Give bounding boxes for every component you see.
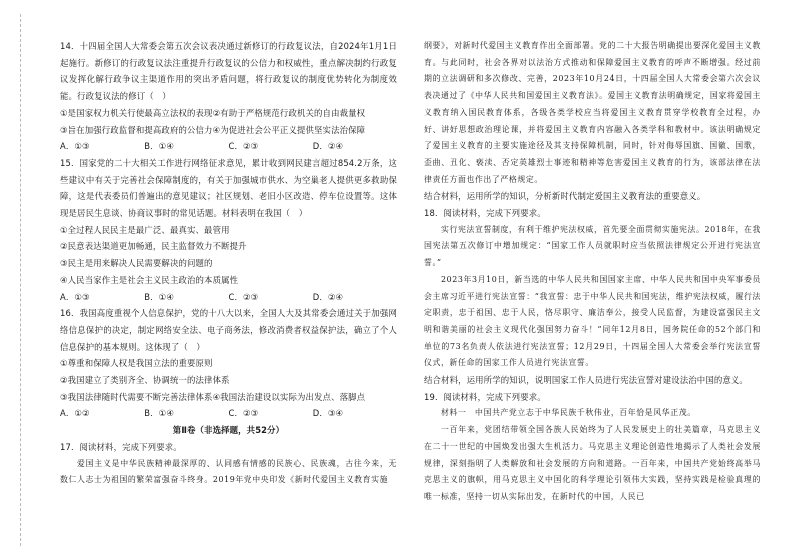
q15-option-4: ④人民当家作主是社会主义民主政治的本质属性 — [60, 274, 239, 285]
q15-choice-c[interactable]: C．②③ — [228, 291, 259, 302]
q18-material-1: 实行宪法宣誓制度，有利于维护宪法权威，首先要全面贯彻实施宪法。2018年，在我国宪法第五次修订中增加规定：“国家工作人员就职时应当依照法律规定公开进行宪法宣誓。” — [424, 224, 761, 268]
q14-options-row2: ③旨在加强行政监督和提高政府的公信力④为促进社会公平正义提供坚实法治保障 — [60, 124, 366, 135]
q15-option-2: ②民意表达渠道更加畅通，民主监督效力不断提升 — [60, 241, 247, 252]
q15-option-1: ①全过程人民民主是最广泛、最真实、最管用 — [60, 224, 230, 235]
q14-options-row1: ①是国家权力机关行使最高立法权的表现②有助于严格规范行政机关的自由裁量权 — [60, 107, 366, 118]
q14-choices — [60, 138, 397, 155]
q18-title: 18．阅读材料，完成下列要求。 — [424, 208, 546, 219]
q19-title: 19．阅读材料，完成下列要求。 — [424, 391, 546, 402]
q17-task: 结合材料，运用所学的知识，分析新时代制定爱国主义教育法的重要意义。 — [424, 191, 706, 202]
q15-choices — [60, 289, 397, 306]
q15-choice-a[interactable]: A．①③ — [60, 291, 90, 302]
binding-margin-line — [20, 14, 21, 546]
q16-choice-c[interactable]: C．②③ — [228, 408, 259, 419]
q15-stem: 15．国家党的二十大相关工作进行网络征求意见，累计收到网民建言超过854.2万条，这些建议中有关于完善社会保障制度的，有关于加强城市供水、为空巢老人提供更多救助保障，这是代表委员们普遍出的意见建议；社区规划、老旧小区改造、停车位设置等。这体现是居民生息谈、协商议事时的常见话题。材料表明在我国（ ） — [60, 157, 397, 219]
q15-option-3: ③民主是用来解决人民需要解决的问题的 — [60, 258, 213, 269]
q14-choice-a[interactable]: A．①③ — [60, 141, 90, 152]
q17-material: 爱国主义是中华民族精神最深厚的、认同感有情感的民族心、民族魂，古往今来，无数仁人志士为祖国的繁荣富强奋斗终身。2019年党中央印发《新时代爱国主义教育实施 — [60, 458, 397, 485]
q17-title: 17．阅读材料，完成下列要求。 — [60, 441, 182, 452]
q16-option-2: ②我国建立了类别齐全、协调统一的法律体系 — [60, 375, 230, 386]
q18-material-2: 2023年3月10日，新当选的中华人民共和国国家主席、中华人民共和国中央军事委员会主席习近平进行宪法宣誓：“我宣誓：忠于中华人民共和国宪法，维护宪法权威，履行法定职责，忠于祖国、忠于人民，恪尽职守、廉洁奉公，接受人民监督，为建设富强民主文明和谐美丽的社会主义现代化强国努力奋斗！”同年12月8日，国务院任命的52个部门和单位的73名负责人依法进行宪法宣誓；12月29日，十四届全国人大常委会举行宪法宣誓仪式，新任命的国家工作人员进行宪法宣誓。 — [424, 274, 761, 368]
q18-task: 结合材料，运用所学的知识，说明国家工作人员进行宪法宣誓对建设法治中国的意义。 — [424, 375, 748, 386]
q16-option-3: ③我国法律随时代需要不断完善法律体系④我国法治建设以实际为出发点、落脚点 — [60, 391, 366, 402]
right-column — [424, 38, 761, 506]
section-title: 第Ⅱ卷（非选择题，共52分） — [172, 425, 285, 436]
q14-choice-d[interactable]: D．②④ — [312, 141, 344, 152]
q19-material-1-text: 一百年来，党团结带领全国各族人民始终为了人民发展史上的壮美篇章，马克思主义在二十一世纪的中国焕发出强大生机活力。马克思主义理论创造性地揭示了人类社会发展规律，深刻指明了人类解放和社会发展的方向和道路。一百年来，中国共产党始终高举马克思主义的旗帜，用马克思主义中国化的科学理论引领伟大实践，坚持实践是检验真理的唯一标准，坚持一切从实际出发，在新时代的中国，人民已 — [424, 425, 761, 501]
q19-material-1-title: 材料一 中国共产党立志于中华民族千秋伟业，百年恰是风华正茂。 — [441, 408, 696, 418]
q15-choice-d[interactable]: D．②④ — [312, 291, 344, 302]
q14-choice-c[interactable]: C．②③ — [228, 141, 259, 152]
left-column — [60, 38, 397, 489]
q16-stem: 16．我国高度重视个人信息保护，党的十八大以来，全国人大及其常委会通过关于加强网络信息保护的决定，制定网络安全法、电子商务法，修改消费者权益保护法，确立了个人信息保护的基本规则。这体现了（ ） — [60, 308, 397, 352]
q17-material-continued: 纲要》，对新时代爱国主义教育作出全面部署。党的二十大报告明确提出要深化爱国主义教育。与此同时，社会各界对以法治方式推动和保障爱国主义教育的呼声不断增强。经过前期的立法调研和多次修改、完善，2023年10月24日，十四届全国人大常委会第六次会议表决通过了《中华人民共和国爱国主义教育法》。爱国主义教育法明确规定，国家将爱国主义教育纳入国民教育体系，各级各类学校应当将爱国主义教育贯穿学校教育全过程，办好、讲好思想政治理论课，并将爱国主义教育内容融入各类学科和教材中。该法明确规定了爱国主义教育的主要实施途径及其支持保障机制，同时，针对侮辱国旗、国徽、国歌，歪曲、丑化、亵渎、否定英雄烈士事迹和精神等危害爱国主义教育的行为，该部法律在法律责任方面也作出了严格规定。 — [424, 41, 761, 184]
q14-choice-b[interactable]: B．①④ — [144, 141, 174, 152]
q14-stem: 14．十四届全国人大常委会第五次会议表决通过新修订的行政复议法，自2024年1月1日起施行。新修订的行政复议法注重提升行政复议的公信力和权威性，重点解决制约行政复议发挥化解行政争议主渠道作用的突出矛盾问题，将行政复议的制度优势转化为制度效能。行政复议法的修订（ ） — [60, 41, 397, 102]
q16-choice-b[interactable]: B．①④ — [144, 408, 174, 419]
q16-option-1: ①尊重和保障人权是我国立法的重要原则 — [60, 358, 213, 369]
q16-choices — [60, 405, 397, 422]
q16-choice-d[interactable]: D．③④ — [312, 408, 344, 419]
q15-choice-b[interactable]: B．①④ — [144, 291, 174, 302]
q16-choice-a[interactable]: A．①② — [60, 408, 90, 419]
